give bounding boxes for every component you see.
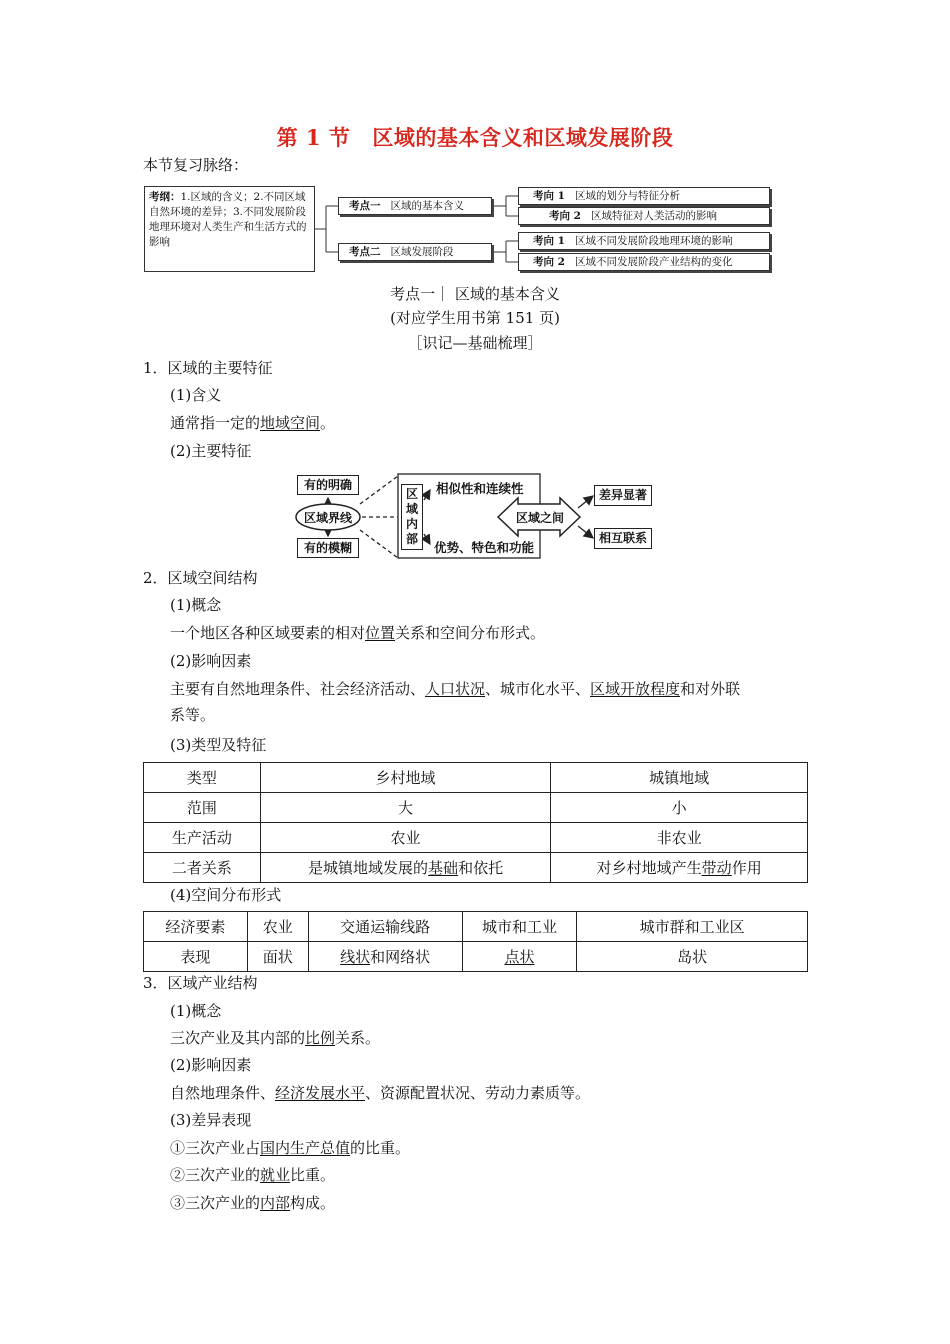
answer-blank: 基础 <box>428 859 459 877</box>
table-row <box>144 942 808 972</box>
answer-blank: 经济发展水平 <box>275 1084 366 1102</box>
table-row <box>144 823 808 853</box>
answer-blank: 就业 <box>260 1166 291 1184</box>
section-3-sub-2: (2)影响因素 <box>170 1056 252 1074</box>
table-row <box>144 763 808 793</box>
feature-link: 相互联系 <box>594 528 652 549</box>
table-cell: 农业 <box>247 912 308 942</box>
section-number: 第 1 节 <box>276 125 351 150</box>
section-2-sub-3: (3)类型及特征 <box>170 736 267 754</box>
table-cell: 类型 <box>144 763 261 793</box>
table-row <box>144 853 808 883</box>
section-2-sub-4: (4)空间分布形式 <box>170 886 282 904</box>
direction-1-text: 区域的划分与特征分析 <box>574 190 680 202</box>
direction-1-tag: 考向 1 <box>533 190 565 202</box>
spatial-form-table <box>143 911 808 972</box>
answer-blank: 国内生产总值 <box>260 1139 351 1157</box>
direction-4-text: 区域不同发展阶段产业结构的变化 <box>574 256 733 268</box>
syllabus-text: 1.区域的含义；2.不同区域自然环境的差异；3.不同发展阶段地理环境对人类生产和生活方式的影响 <box>149 191 307 248</box>
point-1-text: 区域的基本含义 <box>390 200 465 212</box>
syllabus-label: 考纲： <box>149 191 181 203</box>
section-title: 区域的基本含义和区域发展阶段 <box>372 125 674 150</box>
section-2-sub-2: (2)影响因素 <box>170 652 252 670</box>
section-1-sub-1: (1)含义 <box>170 386 222 404</box>
direction-2-text: 区域特征对人类活动的影响 <box>590 210 717 222</box>
table-cell: 乡村地域 <box>260 763 551 793</box>
section-3-text-2: 自然地理条件、经济发展水平、资源配置状况、劳动力素质等。 <box>170 1084 591 1102</box>
table-cell: 大 <box>260 793 551 823</box>
section-3-text-1: 三次产业及其内部的比例关系。 <box>170 1029 381 1047</box>
direction-3-text: 区域不同发展阶段地理环境的影响 <box>574 235 733 247</box>
answer-blank: 位置 <box>365 624 396 642</box>
table-cell: 交通运输线路 <box>308 912 462 942</box>
keypoint-heading: 考点一｜ 区域的基本含义 <box>390 285 560 303</box>
feature-inner: 区域内部 <box>401 484 423 550</box>
table-cell: 岛状 <box>577 942 808 972</box>
keypoint-reference: (对应学生用书第 151 页) <box>390 309 560 327</box>
section-3-item-3: ③三次产业的内部构成。 <box>170 1194 336 1212</box>
direction-3-tag: 考向 1 <box>533 235 565 247</box>
section-2-text-1: 一个地区各种区域要素的相对位置关系和空间分布形式。 <box>170 624 546 642</box>
section-1-sub-2: (2)主要特征 <box>170 442 252 460</box>
answer-blank: 比例 <box>305 1029 336 1047</box>
point-2-text: 区域发展阶段 <box>390 246 454 258</box>
table-row <box>144 793 808 823</box>
table-cell: 城市和工业 <box>462 912 577 942</box>
keypoint-tag: ［识记—基础梳理］ <box>407 334 543 352</box>
section-1-text-1: 通常指一定的地域空间。 <box>170 414 336 432</box>
table-cell: 表现 <box>144 942 248 972</box>
feature-boundary: 区域界线 <box>303 511 352 525</box>
section-3-heading: 3．区域产业结构 <box>143 974 258 992</box>
feature-similarity: 相似性和连续性 <box>436 481 524 496</box>
feature-diagram-graphics <box>0 0 950 600</box>
section-1-heading: 1．区域的主要特征 <box>143 359 273 377</box>
answer-blank: 带动 <box>701 859 732 877</box>
region-type-table <box>143 762 808 883</box>
answer-blank: 点状 <box>504 948 535 966</box>
table-cell: 经济要素 <box>144 912 248 942</box>
feature-advantage: 优势、特色和功能 <box>434 540 535 555</box>
answer-blank: 地域空间 <box>260 414 321 432</box>
table-cell: 小 <box>551 793 808 823</box>
point-2-tag: 考点二 <box>349 246 381 258</box>
table-cell: 面状 <box>247 942 308 972</box>
table-cell: 城镇地域 <box>551 763 808 793</box>
direction-2-tag: 考向 2 <box>549 210 581 222</box>
answer-blank: 人口状况 <box>425 680 486 698</box>
table-cell: 生产活动 <box>144 823 261 853</box>
table-cell: 非农业 <box>551 823 808 853</box>
section-2-text-2: 主要有自然地理条件、社会经济活动、人口状况、城市化水平、区域开放程度和对外联 <box>170 680 741 698</box>
table-cell: 二者关系 <box>144 853 261 883</box>
section-2-sub-1: (1)概念 <box>170 596 222 614</box>
section-3-sub-3: (3)差异表现 <box>170 1111 252 1129</box>
answer-blank: 线状 <box>340 948 371 966</box>
feature-clear: 有的明确 <box>297 475 359 495</box>
table-cell: 范围 <box>144 793 261 823</box>
section-2-heading: 2．区域空间结构 <box>143 569 258 587</box>
outline-label: 本节复习脉络： <box>143 156 249 174</box>
table-row <box>144 912 808 942</box>
feature-between: 区域之间 <box>515 511 564 525</box>
table-cell: 农业 <box>260 823 551 853</box>
section-2-text-2-cont: 系等。 <box>170 706 216 724</box>
feature-difference: 差异显著 <box>594 485 652 506</box>
table-cell: 是城镇地域发展的基础和依托 <box>260 853 551 883</box>
section-3-sub-1: (1)概念 <box>170 1002 222 1020</box>
answer-blank: 区域开放程度 <box>590 680 681 698</box>
table-cell: 线状和网络状 <box>308 942 462 972</box>
point-1-tag: 考点一 <box>349 200 381 212</box>
table-cell: 城市群和工业区 <box>577 912 808 942</box>
direction-4-tag: 考向 2 <box>533 256 565 268</box>
answer-blank: 内部 <box>260 1194 291 1212</box>
table-cell <box>462 942 577 972</box>
section-3-item-2: ②三次产业的就业比重。 <box>170 1166 336 1184</box>
feature-fuzzy: 有的模糊 <box>297 538 359 558</box>
section-3-item-1: ①三次产业占国内生产总值的比重。 <box>170 1139 411 1157</box>
table-cell: 对乡村地域产生带动作用 <box>551 853 808 883</box>
